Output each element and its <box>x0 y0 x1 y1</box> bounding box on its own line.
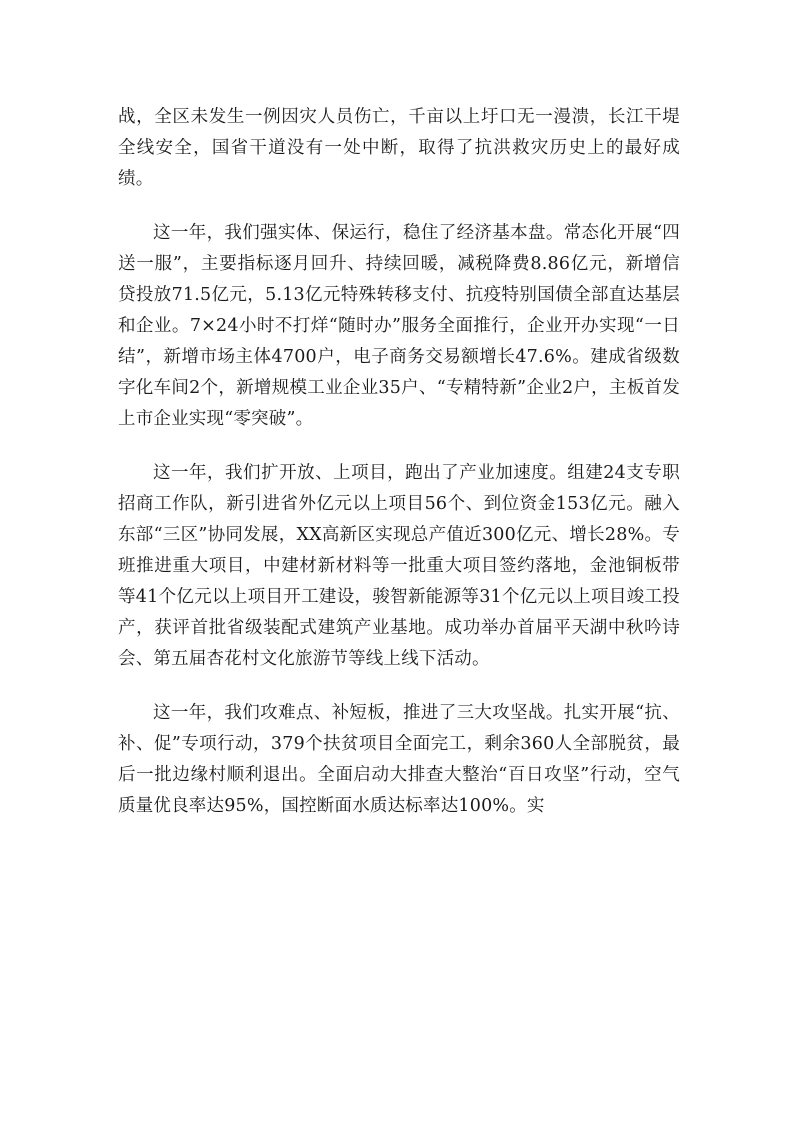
paragraph-three-battles: 这一年，我们攻难点、补短板，推进了三大攻坚战。扎实开展“抗、补、促”专项行动，379个扶贫项目全面完工，剩余360人全部脱贫，最后一批边缘村顺利退出。全面启动大排查大整治“百日攻坚”行动，空气质量优良率达95%，国控断面水质达标率达100%。实 <box>118 703 680 816</box>
document-body <box>118 102 680 845</box>
paragraph-projects: 这一年，我们扩开放、上项目，跑出了产业加速度。组建24支专职招商工作队，新引进省外亿元以上项目56个、到位资金153亿元。融入东部“三区”协同发展，XX高新区实现总产值近300亿元、增长28%。专班推进重大项目，中建材新材料等一批重大项目签约落地，金池铜板带等41个亿元以上项目开工建设，骏智新能源等31个亿元以上项目竣工投产，获评首批省级装配式建筑产业基地。成功举办首届平天湖中秋吟诗会、第五届杏花村文化旅游节等线上线下活动。 <box>118 463 680 669</box>
paragraph-continuation: 战，全区未发生一例因灾人员伤亡，千亩以上圩口无一漫溃，长江干堤全线安全，国省干道没有一处中断，取得了抗洪救灾历史上的最好成绩。 <box>118 107 680 189</box>
paragraph-economy: 这一年，我们强实体、保运行，稳住了经济基本盘。常态化开展“四送一服”，主要指标逐月回升、持续回暖，减税降费8.86亿元，新增信贷投放71.5亿元，5.13亿元特殊转移支付、抗疫特别国债全部直达基层和企业。7×24小时不打烊“随时办”服务全面推行，企业开办实现“一日结”，新增市场主体4700户，电子商务交易额增长47.6%。建成省级数字化车间2个，新增规模工业企业35户、“专精特新”企业2户，主板首发上市企业实现“零突破”。 <box>118 223 680 429</box>
